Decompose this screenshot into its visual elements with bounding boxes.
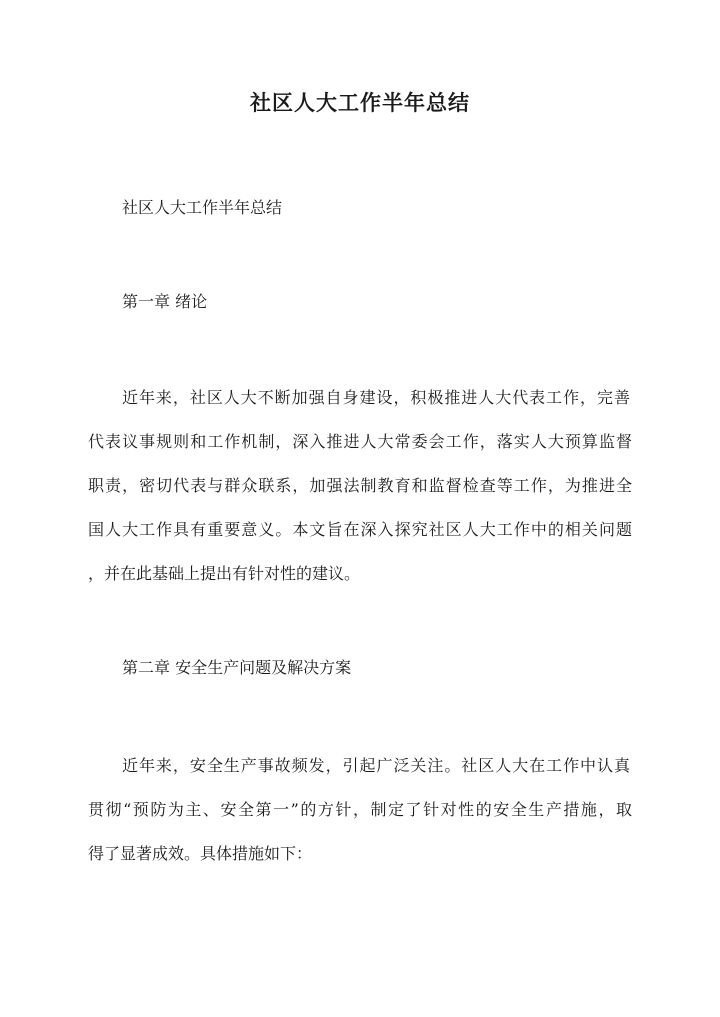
chapter-2-line-2: 贯彻“预防为主、安全第一”的方针，制定了针对性的安全生产措施，取 [88,800,632,819]
document-title: 社区人大工作半年总结 [250,90,470,115]
chapter-1-line-4: 国人大工作具有重要意义。本文旨在深入探究社区人大工作中的相关问题 [88,520,632,539]
chapter-1-line-1: 近年来，社区人大不断加强自身建设，积极推进人大代表工作，完善 [122,388,630,407]
document-subtitle: 社区人大工作半年总结 [122,198,283,217]
chapter-1-line-2: 代表议事规则和工作机制，深入推进人大常委会工作，落实人大预算监督 [88,432,632,451]
chapter-1-line-5: ，并在此基础上提出有针对性的建议。 [88,564,361,583]
chapter-1-line-3: 职责，密切代表与群众联系，加强法制教育和监督检查等工作，为推进全 [88,476,632,495]
chapter-1-heading: 第一章 绪论 [122,292,208,311]
chapter-2-heading: 第二章 安全生产问题及解决方案 [122,658,352,677]
chapter-2-line-3: 得了显著成效。具体措施如下： [88,844,313,863]
chapter-2-line-1: 近年来，安全生产事故频发，引起广泛关注。社区人大在工作中认真 [122,756,630,775]
